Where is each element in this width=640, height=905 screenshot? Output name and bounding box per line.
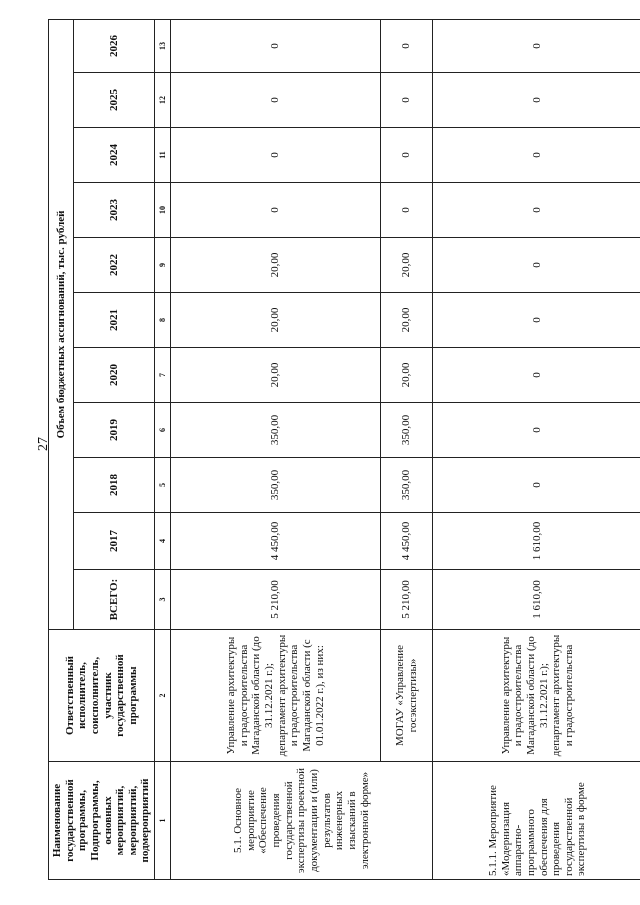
value-cell: 0 — [433, 458, 640, 513]
value-cell: 0 — [381, 183, 433, 238]
responsible-cell: Управление архитектуры и градостроительства Магаданской области (до 31.12.2021 г.); департамент архитектуры и градостроительства — [433, 630, 640, 762]
value-cell: 0 — [433, 19, 640, 72]
header-responsible: Ответственный исполнитель, соисполнитель, участник государственной программы — [49, 630, 155, 762]
column-number-row — [155, 19, 171, 879]
header-year: 2018 — [74, 458, 155, 513]
value-cell: 20,00 — [381, 348, 433, 403]
responsible-cell: Управление архитектуры и градостроительства Магаданской области (до 31.12.2021 г.); департамент архитектуры и градостроительства Магаданской области (с 01.01.2022 г.), из них: — [171, 630, 381, 762]
column-number: 10 — [155, 183, 171, 238]
responsible-cell: МОГАУ «Управление госэкспертизы» — [381, 630, 433, 762]
header-program-name: Наименование государственной программы, Подпрограммы, основных мероприятий, мероприятий, подмероприятий — [49, 762, 155, 880]
value-cell: 20,00 — [381, 293, 433, 348]
value-cell: 0 — [171, 73, 381, 128]
value-cell: 0 — [381, 19, 433, 72]
column-number: 4 — [155, 513, 171, 570]
header-year: 2026 — [74, 19, 155, 72]
value-cell: 0 — [433, 73, 640, 128]
header-year: 2021 — [74, 293, 155, 348]
header-year: 2019 — [74, 403, 155, 458]
value-cell: 0 — [171, 128, 381, 183]
value-cell: 20,00 — [381, 238, 433, 293]
value-cell: 350,00 — [171, 458, 381, 513]
value-cell: 350,00 — [381, 403, 433, 458]
value-cell: 0 — [381, 128, 433, 183]
column-number: 12 — [155, 73, 171, 128]
column-number: 13 — [155, 19, 171, 72]
value-cell: 20,00 — [171, 293, 381, 348]
table-row — [433, 19, 640, 879]
header-year: 2017 — [74, 513, 155, 570]
table-row — [381, 19, 433, 879]
column-number: 8 — [155, 293, 171, 348]
value-cell: 0 — [433, 128, 640, 183]
column-number: 1 — [155, 762, 171, 880]
header-year: 2023 — [74, 183, 155, 238]
header-budget: Объем бюджетных ассигнований, тыс. рублей — [49, 19, 74, 629]
value-cell: 4 450,00 — [171, 513, 381, 570]
value-cell: 5 210,00 — [171, 570, 381, 630]
column-number: 7 — [155, 348, 171, 403]
header-year: 2024 — [74, 128, 155, 183]
column-number: 5 — [155, 458, 171, 513]
value-cell: 0 — [381, 73, 433, 128]
value-cell: 350,00 — [171, 403, 381, 458]
program-name-cell: 5.1. Основное мероприятие «Обеспечение проведения государственной экспертизы проектной документации и (или) результатов инженерных изысканий в электронной форме» — [171, 762, 433, 880]
value-cell: 0 — [433, 293, 640, 348]
value-cell: 0 — [433, 403, 640, 458]
rotated-table-container — [48, 20, 640, 880]
value-cell: 0 — [171, 183, 381, 238]
table-row — [171, 19, 381, 879]
value-cell: 20,00 — [171, 348, 381, 403]
column-number: 9 — [155, 238, 171, 293]
value-cell: 1 610,00 — [433, 570, 640, 630]
header-total: ВСЕГО: — [74, 570, 155, 630]
header-year: 2025 — [74, 73, 155, 128]
value-cell: 1 610,00 — [433, 513, 640, 570]
budget-table — [48, 19, 640, 880]
value-cell: 20,00 — [171, 238, 381, 293]
value-cell: 0 — [433, 183, 640, 238]
column-number: 3 — [155, 570, 171, 630]
value-cell: 5 210,00 — [381, 570, 433, 630]
page-number: 27 — [36, 437, 51, 451]
program-name-cell: 5.1.1. Мероприятие «Модернизация аппаратно-программного обеспечения для проведения государственной экспертизы в форме — [433, 762, 640, 880]
value-cell: 350,00 — [381, 458, 433, 513]
header-year: 2022 — [74, 238, 155, 293]
header-year: 2020 — [74, 348, 155, 403]
column-number: 11 — [155, 128, 171, 183]
column-number: 6 — [155, 403, 171, 458]
value-cell: 0 — [171, 19, 381, 72]
value-cell: 0 — [433, 348, 640, 403]
value-cell: 4 450,00 — [381, 513, 433, 570]
column-number: 2 — [155, 630, 171, 762]
value-cell: 0 — [433, 238, 640, 293]
